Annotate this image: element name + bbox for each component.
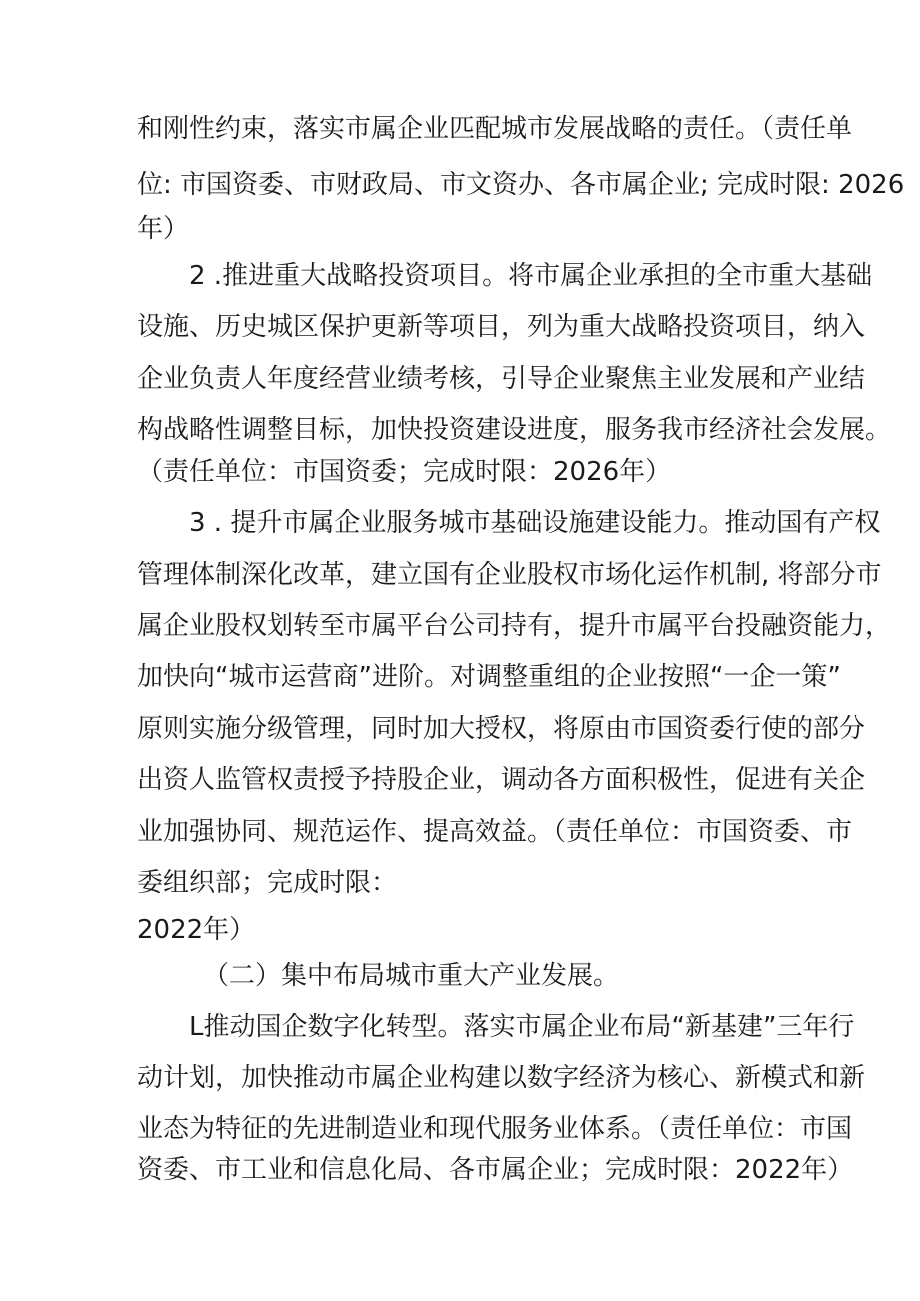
paragraph-line: 设施、历史城区保护更新等项目，列为重大战略投资项目，纳入 [137,312,866,342]
paragraph-line: 年） [137,214,190,244]
paragraph-line: 出资人监管权责授予持股企业，调动各方面积极性，促进有关企 [137,765,866,795]
paragraph-line: 和刚性约束，落实市属企业匹配城市发展战略的责任。（责任单 [137,114,853,144]
paragraph-line: 企业负责人年度经营业绩考核，引导企业聚焦主业发展和产业结 [137,364,866,394]
paragraph-line: 3 . 提升市属企业服务城市基础设施建设能力。推动国有产权 [189,508,881,538]
paragraph-line: 资委、市工业和信息化局、各市属企业；完成时限：2022年） [137,1155,854,1185]
paragraph-line: 属企业股权划转至市属平台公司持有，提升市属平台投融资能力， [137,611,892,641]
section-heading: （二）集中布局城市重大产业发展。 [203,961,620,991]
paragraph-line: 2 .推进重大战略投资项目。将市属企业承担的全市重大基础 [189,261,873,291]
paragraph-line: 原则实施分级管理，同时加大授权，将原由市国资委行使的部分 [137,714,866,744]
paragraph-line: 2022年） [137,915,256,945]
paragraph-line: 业态为特征的先进制造业和现代服务业体系。（责任单位：市国 [137,1114,853,1144]
paragraph-line: 加快向“城市运营商”进阶。对调整重组的企业按照“一企一策” [137,662,841,692]
paragraph-line: 构战略性调整目标，加快投资建设进度，服务我市经济社会发展。 [137,415,892,445]
paragraph-line: 位: 市国资委、市财政局、市文资办、各市属企业; 完成时限: 2026 [137,170,905,200]
paragraph-line: 委组织部；完成时限： [137,868,398,898]
paragraph-line: L推动国企数字化转型。落实市属企业布局“新基建”三年行 [189,1012,855,1042]
paragraph-line: 业加强协同、规范运作、提高效益。（责任单位：市国资委、市 [137,817,853,847]
paragraph-line: （责任单位：市国资委；完成时限：2026年） [137,457,672,487]
paragraph-line: 管理体制深化改革，建立国有企业股权市场化运作机制, 将部分市 [137,560,882,590]
paragraph-line: 动计划，加快推动市属企业构建以数字经济为核心、新模式和新 [137,1063,866,1093]
